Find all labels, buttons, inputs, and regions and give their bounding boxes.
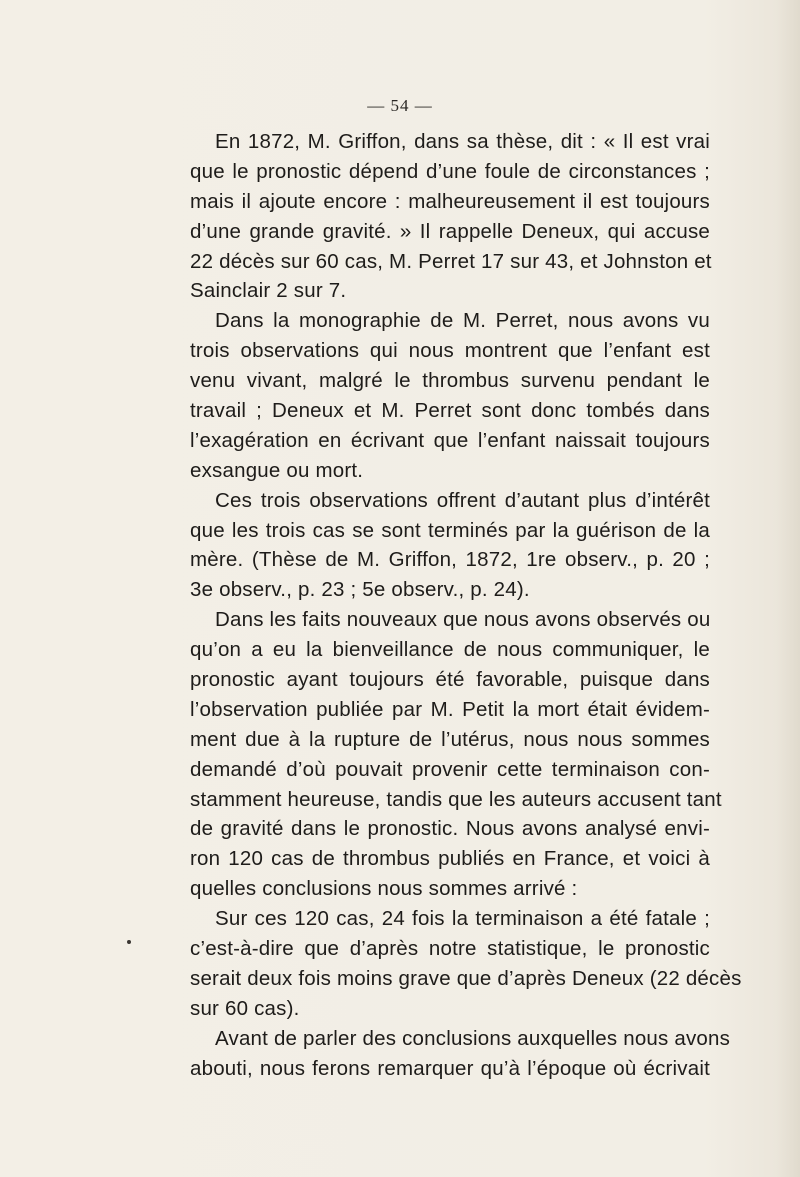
text-line: l’observation publiée par M. Petit la mort était évidem- [190,697,710,721]
text-line: travail ; Deneux et M. Perret sont donc tombés dans [190,399,710,423]
text-line: demandé d’où pouvait provenir cette terminaison con- [190,757,710,781]
text-line: mère. (Thèse de M. Griffon, 1872, 1re observ., p. 20 ; [190,548,710,572]
text-line: que le pronostic dépend d’une foule de circonstances ; [190,159,710,183]
page-number: — 54 — [367,96,433,115]
text-line: Ces trois observations offrent d’autant plus d’intérêt [215,488,710,512]
text-line: venu vivant, malgré le thrombus survenu pendant le [190,369,710,393]
text-line: Dans la monographie de M. Perret, nous avons vu [215,309,710,333]
text-line: ron 120 cas de thrombus publiés en France, et voici à [190,847,710,871]
text-line: Dans les faits nouveaux que nous avons observés ou [215,608,711,632]
text-line: l’exagération en écrivant que l’enfant naissait toujours [190,428,710,452]
text-line: serait deux fois moins grave que d’après Deneux (22 décès [190,966,742,990]
text-line: que les trois cas se sont terminés par la guérison de la [190,518,710,542]
text-line: Avant de parler des conclusions auxquelles nous avons [215,1026,731,1050]
margin-ink-dot [127,940,131,944]
text-line: Sur ces 120 cas, 24 fois la terminaison a été fatale ; [215,907,710,931]
text-line: sur 60 cas). [190,996,300,1020]
body-text [190,127,742,1084]
text-line: pronostic ayant toujours été favorable, puisque dans [190,668,710,692]
text-line: mais il ajoute encore : malheureusement il est toujours [190,189,710,213]
text-line: trois observations qui nous montrent que l’enfant est [190,339,710,363]
text-line: quelles conclusions nous sommes arrivé : [190,877,578,901]
text-line: ment due à la rupture de l’utérus, nous nous sommes [190,727,710,751]
text-line: d’une grande gravité. » Il rappelle Deneux, qui accuse [190,219,710,243]
text-line: 22 décès sur 60 cas, M. Perret 17 sur 43, et Johnston et [190,249,712,273]
text-line: stamment heureuse, tandis que les auteurs accusent tant [190,787,722,811]
text-line: Sainclair 2 sur 7. [190,279,347,303]
text-line: exsangue ou mort. [190,458,364,482]
text-line: abouti, nous ferons remarquer qu’à l’époque où écrivait [190,1056,710,1080]
text-line: 3e observ., p. 23 ; 5e observ., p. 24). [190,578,530,602]
text-line: qu’on a eu la bienveillance de nous communiquer, le [190,638,710,662]
text-line: de gravité dans le pronostic. Nous avons analysé envi- [190,817,710,841]
text-line: c’est-à-dire que d’après notre statistique, le pronostic [190,937,710,961]
text-line: En 1872, M. Griffon, dans sa thèse, dit : « Il est vrai [215,130,710,153]
